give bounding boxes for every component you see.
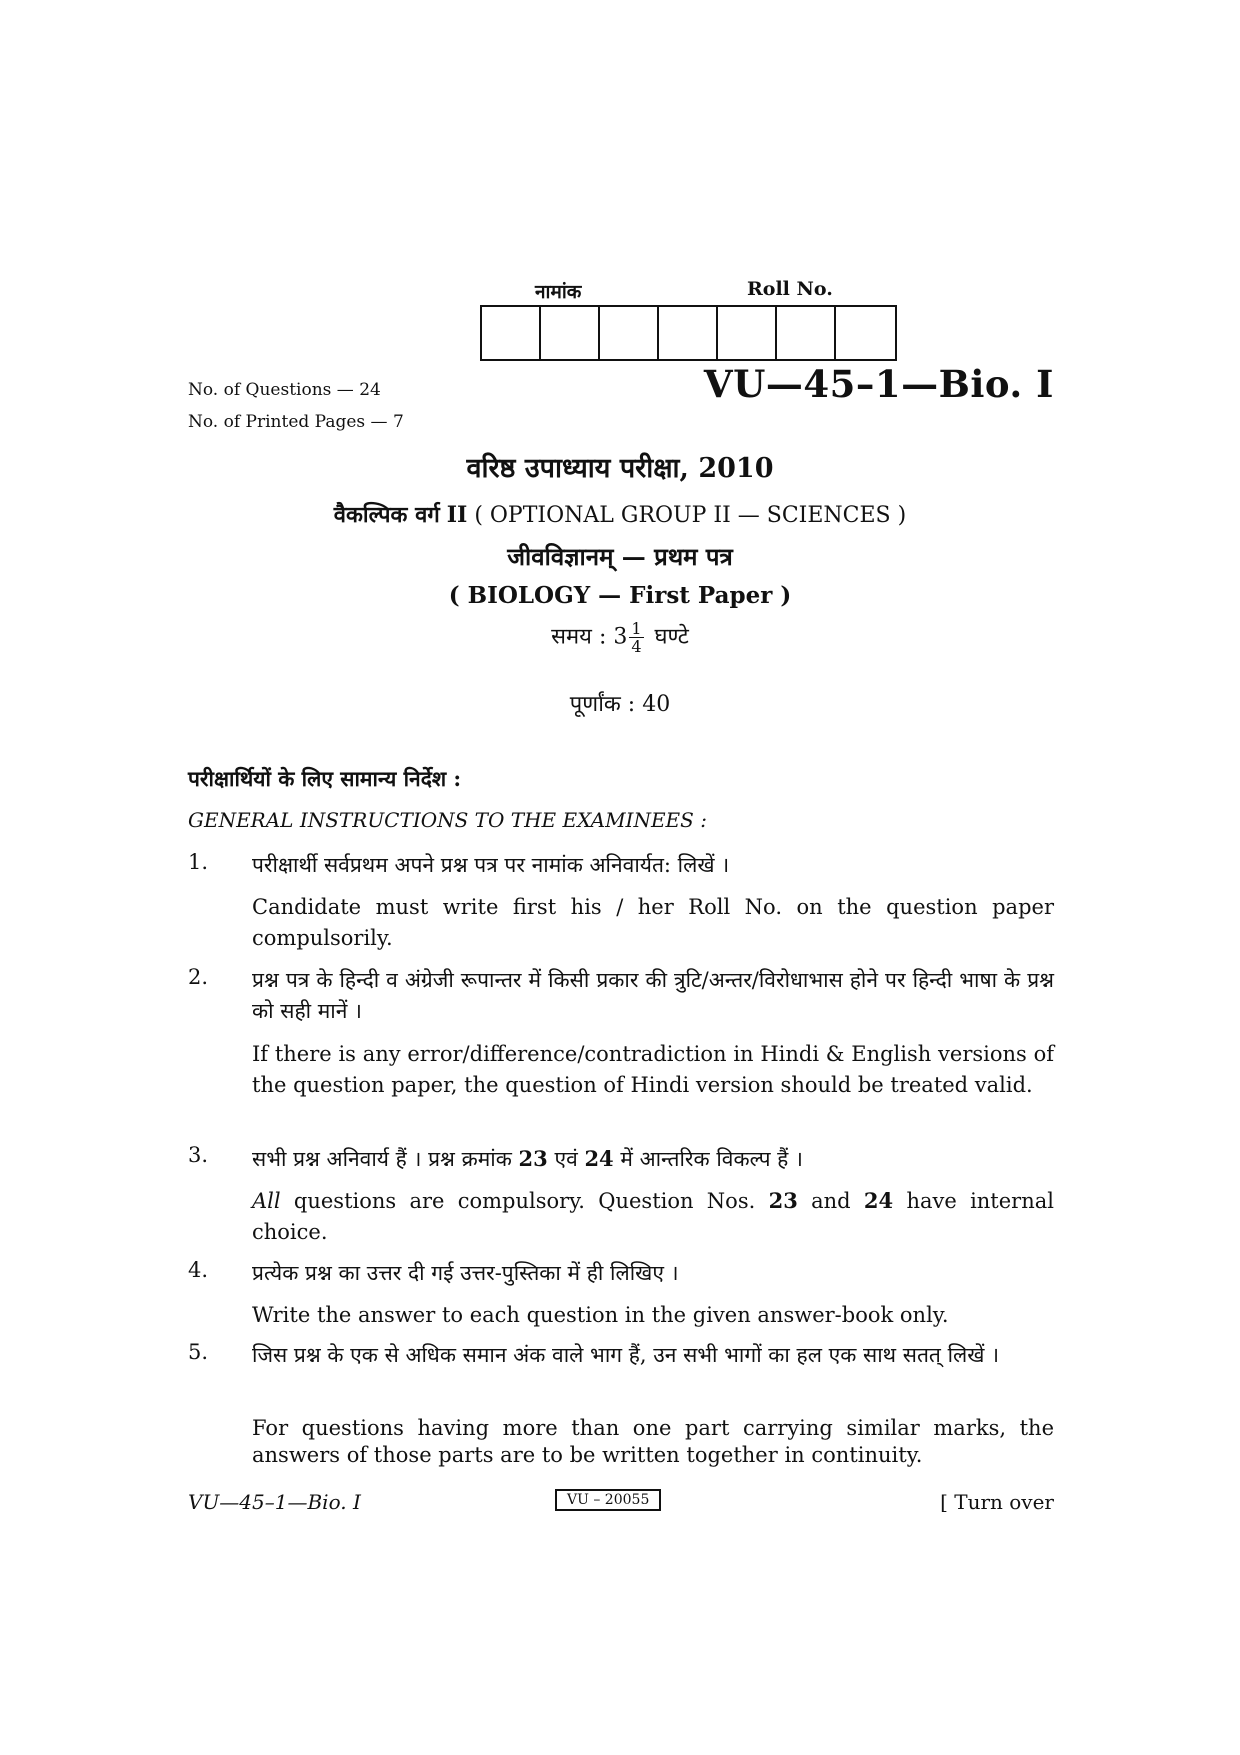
question-number-bold: 24 xyxy=(863,1188,894,1213)
paper-code: VU—45–1—Bio. I xyxy=(703,362,1054,406)
instructions-heading-english: GENERAL INSTRUCTIONS TO THE EXAMINEES : xyxy=(188,808,707,832)
optional-group xyxy=(0,499,1240,529)
turn-over-note: [ Turn over xyxy=(940,1490,1054,1514)
item-text-english: If there is any error/difference/contradiction in Hindi & English versions of the question paper, the question of Hindi version should be treated valid. xyxy=(252,1042,1054,1097)
roll-number-boxes xyxy=(480,305,897,361)
item-text-hindi: प्रश्न पत्र के हिन्दी व अंग्रेजी रूपान्तर में किसी प्रकार की त्रुटि/अन्तर/विरोधाभास होने पर हिन्दी भाषा के प्रश्न को सही मानें । xyxy=(252,968,1054,1023)
group-english: ( OPTIONAL GROUP II — SCIENCES ) xyxy=(474,503,907,528)
item-number: 1. xyxy=(188,850,209,874)
item-text-hindi: परीक्षार्थी सर्वप्रथम अपने प्रश्न पत्र पर नामांक अनिवार्यत: लिखें । xyxy=(252,853,730,877)
roll-digit-box[interactable] xyxy=(482,307,541,359)
group-number: II xyxy=(446,502,468,528)
item-number: 5. xyxy=(188,1340,209,1364)
question-number-bold: 24 xyxy=(584,1146,614,1171)
roll-label-hindi: नामांक xyxy=(535,281,582,303)
subject-english: ( BIOLOGY — First Paper ) xyxy=(448,582,792,609)
subject-hindi: जीवविज्ञानम् — प्रथम पत्र xyxy=(507,542,733,571)
footer-serial-code: VU – 20055 xyxy=(555,1489,661,1511)
roll-digit-box[interactable] xyxy=(836,307,895,359)
roll-digit-box[interactable] xyxy=(600,307,659,359)
roll-digit-box[interactable] xyxy=(718,307,777,359)
item-text-english: All questions are compulsory. Question Nos. 23 and 24 have internal choice. xyxy=(252,1188,1054,1244)
item-text-english: Write the answer to each question in the given answer-book only. xyxy=(252,1303,949,1327)
time-label: समय : 3 xyxy=(551,624,628,650)
item-number: 2. xyxy=(188,965,209,989)
item-text-hindi: सभी प्रश्न अनिवार्य हैं । प्रश्न क्रमांक 23 एवं 24 में आन्तरिक विकल्प हैं । xyxy=(252,1146,803,1171)
time-allowed xyxy=(0,620,1240,655)
instructions-heading-hindi: परीक्षार्थियों के लिए सामान्य निर्देश : xyxy=(188,766,462,791)
fraction-numerator: 1 xyxy=(631,619,642,638)
roll-digit-box[interactable] xyxy=(541,307,600,359)
item-number: 4. xyxy=(188,1258,209,1282)
item-text-english: Candidate must write first his / her Roll No. on the question paper compulsorily. xyxy=(252,895,1054,950)
printed-pages-count: No. of Printed Pages — 7 xyxy=(188,412,404,432)
item-text-english: For questions having more than one part carrying similar marks, the answers of those parts are to be written together in continuity. xyxy=(252,1416,1054,1467)
item-number: 3. xyxy=(188,1143,209,1167)
footer-paper-code: VU—45–1—Bio. I xyxy=(188,1490,361,1514)
question-number-bold: 23 xyxy=(518,1146,548,1171)
time-fraction xyxy=(629,620,643,655)
roll-digit-box[interactable] xyxy=(659,307,718,359)
item-text-hindi: जिस प्रश्न के एक से अधिक समान अंक वाले भाग हैं, उन सभी भागों का हल एक साथ सतत् लिखें । xyxy=(252,1343,1000,1367)
roll-label-english: Roll No. xyxy=(747,278,833,300)
item-text-hindi: प्रत्येक प्रश्न का उत्तर दी गई उत्तर-पुस्तिका में ही लिखिए । xyxy=(252,1261,679,1285)
question-number-bold: 23 xyxy=(768,1188,798,1213)
question-count: No. of Questions — 24 xyxy=(188,380,381,400)
roll-digit-box[interactable] xyxy=(777,307,836,359)
exam-title: वरिष्ठ उपाध्याय परीक्षा, 2010 xyxy=(466,453,774,484)
time-unit: घण्टे xyxy=(654,624,689,650)
group-hindi: वैकल्पिक वर्ग xyxy=(333,502,440,528)
fraction-denominator: 4 xyxy=(631,637,642,656)
maximum-marks: पूर्णांक : 40 xyxy=(569,692,671,717)
